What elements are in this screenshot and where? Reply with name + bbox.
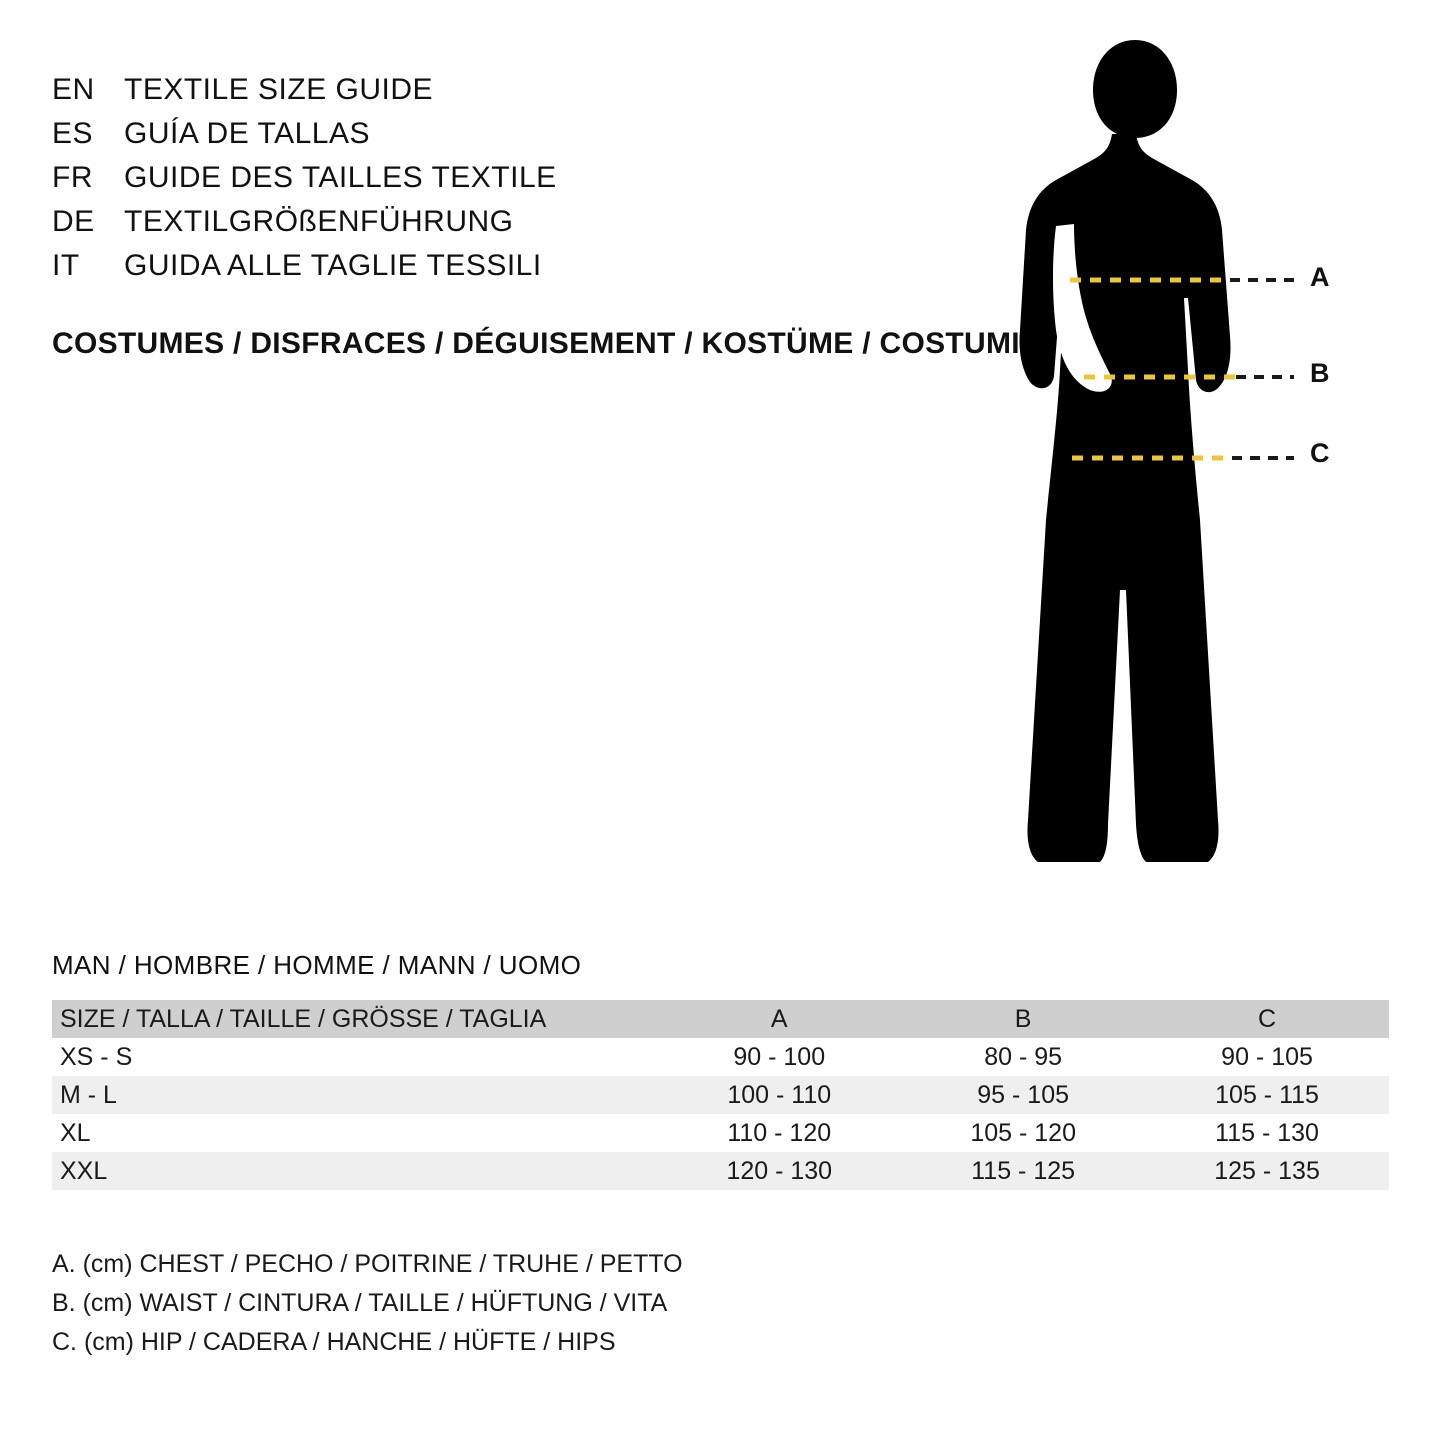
measure-label-b: B	[1310, 358, 1330, 388]
cell-c: 125 - 135	[1214, 1156, 1320, 1185]
size-table-body	[52, 1038, 1389, 1190]
cell-b: 115 - 125	[971, 1156, 1076, 1185]
language-row	[52, 112, 972, 156]
language-text: GUIDE DES TAILLES TEXTILE	[124, 161, 557, 194]
language-row	[52, 156, 972, 200]
cell-size: M - L	[60, 1080, 117, 1109]
cell-size: XXL	[60, 1156, 108, 1185]
table-title: MAN / HOMBRE / HOMME / MANN / UOMO	[52, 950, 582, 980]
cell-a: 120 - 130	[726, 1156, 833, 1185]
column-header-size: SIZE / TALLA / TAILLE / GRÖSSE / TAGLIA	[60, 1004, 547, 1033]
cell-size: XL	[60, 1118, 91, 1147]
size-table	[52, 1000, 1389, 1190]
cell-b: 80 - 95	[984, 1042, 1063, 1071]
language-code: FR	[52, 161, 93, 194]
language-row	[52, 244, 972, 288]
table-row	[52, 1076, 1389, 1114]
table-row	[52, 1114, 1389, 1152]
measure-label-a: A	[1310, 262, 1330, 292]
size-table-head	[52, 1000, 1389, 1038]
language-row	[52, 68, 972, 112]
language-code: DE	[52, 205, 95, 238]
cell-b: 105 - 120	[970, 1118, 1076, 1147]
measurement-figure	[960, 30, 1380, 910]
column-header-b: B	[1014, 1004, 1032, 1033]
costumes-subtitle: COSTUMES / DISFRACES / DÉGUISEMENT / KOSTÜME / COSTUMI	[52, 327, 1020, 360]
cell-a: 90 - 100	[733, 1042, 826, 1071]
language-text: TEXTILE SIZE GUIDE	[124, 73, 434, 106]
language-code: ES	[52, 117, 94, 150]
column-header-a: A	[770, 1004, 788, 1033]
column-header-c: C	[1258, 1004, 1277, 1033]
legend-line-c: C. (cm) HIP / CADERA / HANCHE / HÜFTE / HIPS	[52, 1328, 616, 1356]
language-text: TEXTILGRÖßENFÜHRUNG	[124, 205, 514, 238]
language-list	[52, 68, 972, 288]
table-header-row	[52, 1000, 1389, 1038]
language-code: EN	[52, 73, 95, 106]
measurement-legend	[52, 1245, 683, 1362]
table-row	[52, 1038, 1389, 1076]
cell-c: 115 - 130	[1215, 1118, 1319, 1147]
measure-label-c: C	[1310, 438, 1330, 468]
cell-size: XS - S	[60, 1042, 133, 1071]
cell-c: 90 - 105	[1221, 1042, 1313, 1071]
language-code: IT	[52, 249, 80, 282]
legend-line-b: B. (cm) WAIST / CINTURA / TAILLE / HÜFTUNG / VITA	[52, 1289, 668, 1317]
cell-b: 95 - 105	[977, 1080, 1070, 1109]
cell-a: 100 - 110	[727, 1080, 832, 1109]
language-text: GUÍA DE TALLAS	[124, 117, 370, 150]
man-silhouette-icon	[960, 30, 1380, 910]
cell-a: 110 - 120	[727, 1118, 832, 1147]
language-row	[52, 200, 972, 244]
cell-c: 105 - 115	[1215, 1080, 1319, 1109]
language-text: GUIDA ALLE TAGLIE TESSILI	[124, 249, 542, 282]
table-row	[52, 1152, 1389, 1190]
legend-line-a: A. (cm) CHEST / PECHO / POITRINE / TRUHE / PETTO	[52, 1250, 683, 1278]
